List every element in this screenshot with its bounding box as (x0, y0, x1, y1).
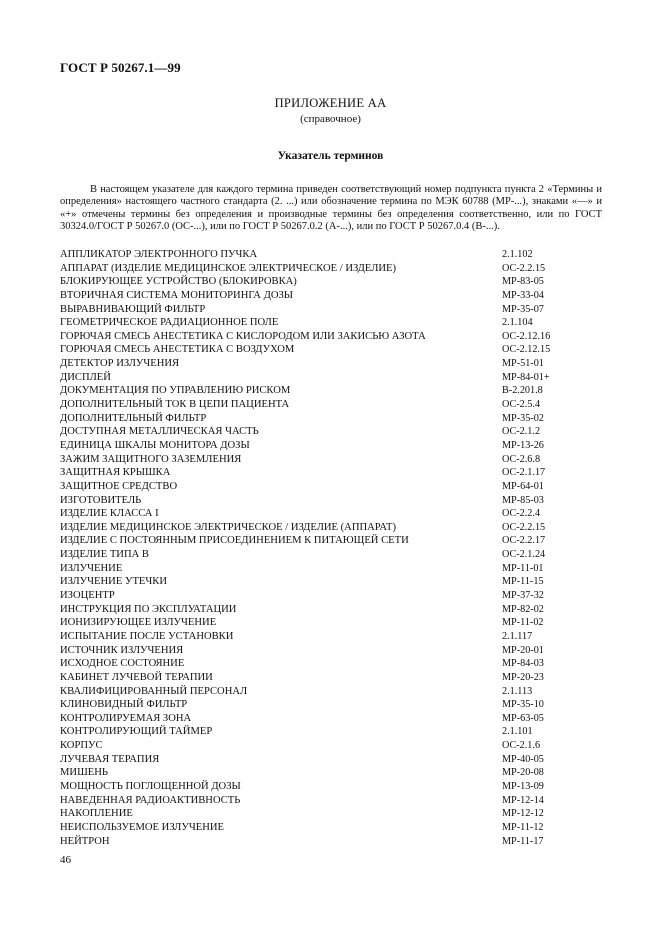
term-name: ДОКУМЕНТАЦИЯ ПО УПРАВЛЕНИЮ РИСКОМ (60, 385, 291, 397)
term-reference: МР-85-03 (502, 494, 544, 506)
term-reference: МР-33-04 (502, 289, 544, 301)
term-name: ИНСТРУКЦИЯ ПО ЭКСПЛУАТАЦИИ (60, 603, 237, 615)
term-name: ДЕТЕКТОР ИЗЛУЧЕНИЯ (60, 358, 180, 370)
term-row (60, 289, 620, 303)
index-title: Указатель терминов (277, 150, 384, 162)
term-row (60, 725, 620, 739)
term-reference: 2.1.113 (502, 685, 533, 697)
term-row (60, 453, 620, 467)
term-row (60, 384, 620, 398)
term-reference: МР-20-08 (502, 767, 544, 779)
term-reference: ОС-2.6.8 (502, 453, 541, 465)
term-row (60, 316, 620, 330)
term-name: ИЗЛУЧЕНИЕ УТЕЧКИ (60, 576, 167, 588)
term-name: ИЗЛУЧЕНИЕ (60, 562, 123, 574)
term-row (60, 425, 620, 439)
term-name: КЛИНОВИДНЫЙ ФИЛЬТР (60, 699, 188, 711)
term-row (60, 630, 620, 644)
term-row (60, 603, 620, 617)
term-reference: ОС-2.1.17 (502, 467, 546, 479)
term-name: ДИСПЛЕЙ (60, 371, 111, 383)
term-name: ИОНИЗИРУЮЩЕЕ ИЗЛУЧЕНИЕ (60, 617, 217, 629)
term-reference: МР-11-17 (502, 835, 544, 847)
term-row (60, 507, 620, 521)
term-reference: ОС-2.1.24 (502, 549, 546, 561)
term-row (60, 616, 620, 630)
term-row (60, 657, 620, 671)
term-name: КОНТРОЛИРУЮЩИЙ ТАЙМЕР (60, 726, 213, 738)
term-name: ЗАЖИМ ЗАЩИТНОГО ЗАЗЕМЛЕНИЯ (60, 453, 242, 465)
term-reference: МР-37-32 (502, 590, 544, 602)
term-reference: МР-35-10 (502, 699, 544, 711)
term-row (60, 480, 620, 494)
term-name: АППАРАТ (ИЗДЕЛИЕ МЕДИЦИНСКОЕ ЭЛЕКТРИЧЕСКОЕ / ИЗДЕЛИЕ) (60, 262, 397, 274)
term-name: ИСПЫТАНИЕ ПОСЛЕ УСТАНОВКИ (60, 630, 234, 642)
term-name: ГЕОМЕТРИЧЕСКОЕ РАДИАЦИОННОЕ ПОЛЕ (60, 317, 279, 329)
term-reference: МР-40-05 (502, 753, 544, 765)
term-row (60, 712, 620, 726)
term-name: ВЫРАВНИВАЮЩИЙ ФИЛЬТР (60, 303, 206, 315)
term-name: ИЗДЕЛИЕ С ПОСТОЯННЫМ ПРИСОЕДИНЕНИЕМ К ПИТАЮЩЕЙ СЕТИ (60, 535, 409, 547)
term-row (60, 466, 620, 480)
term-row (60, 398, 620, 412)
term-reference: ОС-2.2.15 (502, 521, 546, 533)
term-name: ИСТОЧНИК ИЗЛУЧЕНИЯ (60, 644, 184, 656)
term-reference: 2.1.102 (502, 249, 533, 260)
term-reference: МР-35-07 (502, 303, 544, 315)
term-name: БЛОКИРУЮЩЕЕ УСТРОЙСТВО (БЛОКИРОВКА) (60, 276, 297, 288)
term-reference: В-2.201.8 (502, 385, 543, 397)
term-name: ДОСТУПНАЯ МЕТАЛЛИЧЕСКАЯ ЧАСТЬ (60, 426, 259, 438)
term-name: ИЗОЦЕНТР (60, 590, 115, 602)
term-name: ИЗГОТОВИТЕЛЬ (60, 494, 142, 506)
term-name: КОРПУС (60, 740, 103, 752)
term-name: МИШЕНЬ (60, 767, 108, 779)
term-name: НЕЙТРОН (60, 835, 110, 847)
term-name: ИЗДЕЛИЕ МЕДИЦИНСКОЕ ЭЛЕКТРИЧЕСКОЕ / ИЗДЕЛИЕ (АППАРАТ) (60, 521, 397, 533)
term-reference: ОС-2.12.15 (502, 344, 551, 356)
term-row (60, 807, 620, 821)
term-reference: МР-64-01 (502, 480, 544, 492)
term-row (60, 780, 620, 794)
term-row (60, 794, 620, 808)
term-name: ЗАЩИТНОЕ СРЕДСТВО (60, 480, 178, 492)
term-row (60, 357, 620, 371)
term-name: ДОПОЛНИТЕЛЬНЫЙ ТОК В ЦЕПИ ПАЦИЕНТА (60, 399, 290, 411)
term-reference: МР-20-23 (502, 671, 544, 683)
term-row (60, 262, 620, 276)
term-row (60, 534, 620, 548)
term-row (60, 371, 620, 385)
appendix-title: ПРИЛОЖЕНИЕ АА (274, 96, 387, 110)
term-reference: МР-13-26 (502, 439, 544, 451)
term-row (60, 671, 620, 685)
intro-paragraph: В настоящем указателе для каждого термина приведен соответствующий номер подпункта пункта 2 «Термины и определения» настоящего частного стандарта (2. ...) или обозначение термина по МЭК 60788 (МР-...), знаками «—» и «+» отмечены термины без определения и производные термины без определения соответственно, или по ГОСТ 30324.0/ГОСТ Р 50267.0 (ОС-...), или по ГОСТ Р 50267.0.2 (А-...), или по ГОСТ Р 50267.0.4 (В-...). (60, 184, 602, 233)
term-reference: ОС-2.12.16 (502, 330, 551, 342)
term-name: НЕИСПОЛЬЗУЕМОЕ ИЗЛУЧЕНИЕ (60, 821, 224, 833)
term-reference: МР-35-02 (502, 412, 544, 424)
term-row (60, 766, 620, 780)
page-number: 46 (60, 854, 71, 866)
term-name: ЗАЩИТНАЯ КРЫШКА (60, 467, 171, 479)
term-row (60, 821, 620, 835)
term-name: КАБИНЕТ ЛУЧЕВОЙ ТЕРАПИИ (60, 671, 213, 683)
term-row (60, 412, 620, 426)
term-row (60, 589, 620, 603)
term-row (60, 835, 620, 849)
term-reference: ОС-2.1.2 (502, 426, 541, 438)
term-name: КВАЛИФИЦИРОВАННЫЙ ПЕРСОНАЛ (60, 685, 248, 697)
term-name: КОНТРОЛИРУЕМАЯ ЗОНА (60, 712, 192, 724)
term-row (60, 698, 620, 712)
term-row (60, 248, 620, 262)
term-row (60, 343, 620, 357)
term-row (60, 275, 620, 289)
terms-list (60, 248, 620, 848)
term-reference: МР-83-05 (502, 276, 544, 288)
term-row (60, 521, 620, 535)
term-row (60, 685, 620, 699)
term-row (60, 548, 620, 562)
term-reference: МР-11-01 (502, 562, 544, 574)
term-name: ВТОРИЧНАЯ СИСТЕМА МОНИТОРИНГА ДОЗЫ (60, 289, 294, 301)
term-row (60, 303, 620, 317)
term-name: ЕДИНИЦА ШКАЛЫ МОНИТОРА ДОЗЫ (60, 439, 250, 451)
term-reference: МР-11-12 (502, 821, 544, 833)
term-reference: МР-82-02 (502, 603, 544, 615)
term-name: ЛУЧЕВАЯ ТЕРАПИЯ (60, 753, 160, 765)
term-reference: 2.1.101 (502, 726, 533, 738)
term-name: НАКОПЛЕНИЕ (60, 808, 133, 820)
term-name: ГОРЮЧАЯ СМЕСЬ АНЕСТЕТИКА С КИСЛОРОДОМ ИЛИ ЗАКИСЬЮ АЗОТА (60, 330, 426, 342)
term-row (60, 562, 620, 576)
term-reference: ОС-2.2.15 (502, 262, 546, 274)
term-name: ИЗДЕЛИЕ ТИПА В (60, 549, 149, 561)
term-reference: 2.1.104 (502, 317, 533, 329)
term-reference: ОС-2.2.17 (502, 535, 546, 547)
term-name: МОЩНОСТЬ ПОГЛОЩЕННОЙ ДОЗЫ (60, 780, 241, 792)
document-header: ГОСТ Р 50267.1—99 (60, 60, 181, 75)
term-row (60, 439, 620, 453)
term-name: ИЗДЕЛИЕ КЛАССА I (60, 508, 159, 520)
term-reference: МР-20-01 (502, 644, 544, 656)
term-row (60, 330, 620, 344)
term-row (60, 753, 620, 767)
term-reference: МР-11-15 (502, 576, 544, 588)
appendix-subtitle: (справочное) (300, 113, 361, 125)
term-reference: МР-84-01+ (502, 371, 550, 383)
term-row (60, 494, 620, 508)
term-name: ДОПОЛНИТЕЛЬНЫЙ ФИЛЬТР (60, 412, 207, 424)
term-name: АППЛИКАТОР ЭЛЕКТРОННОГО ПУЧКА (60, 249, 258, 260)
term-name: ГОРЮЧАЯ СМЕСЬ АНЕСТЕТИКА С ВОЗДУХОМ (60, 344, 295, 356)
term-reference: ОС-2.5.4 (502, 399, 541, 411)
term-reference: ОС-2.1.6 (502, 740, 541, 752)
term-reference: МР-12-12 (502, 808, 544, 820)
term-reference: МР-51-01 (502, 358, 544, 370)
term-reference: 2.1.117 (502, 630, 533, 642)
term-name: ИСХОДНОЕ СОСТОЯНИЕ (60, 658, 185, 670)
term-reference: МР-11-02 (502, 617, 544, 629)
term-reference: МР-63-05 (502, 712, 544, 724)
term-row (60, 644, 620, 658)
term-reference: МР-12-14 (502, 794, 544, 806)
term-name: НАВЕДЕННАЯ РАДИОАКТИВНОСТЬ (60, 794, 241, 806)
term-reference: ОС-2.2.4 (502, 508, 541, 520)
term-reference: МР-84-03 (502, 658, 544, 670)
term-reference: МР-13-09 (502, 780, 544, 792)
term-row (60, 575, 620, 589)
term-row (60, 739, 620, 753)
